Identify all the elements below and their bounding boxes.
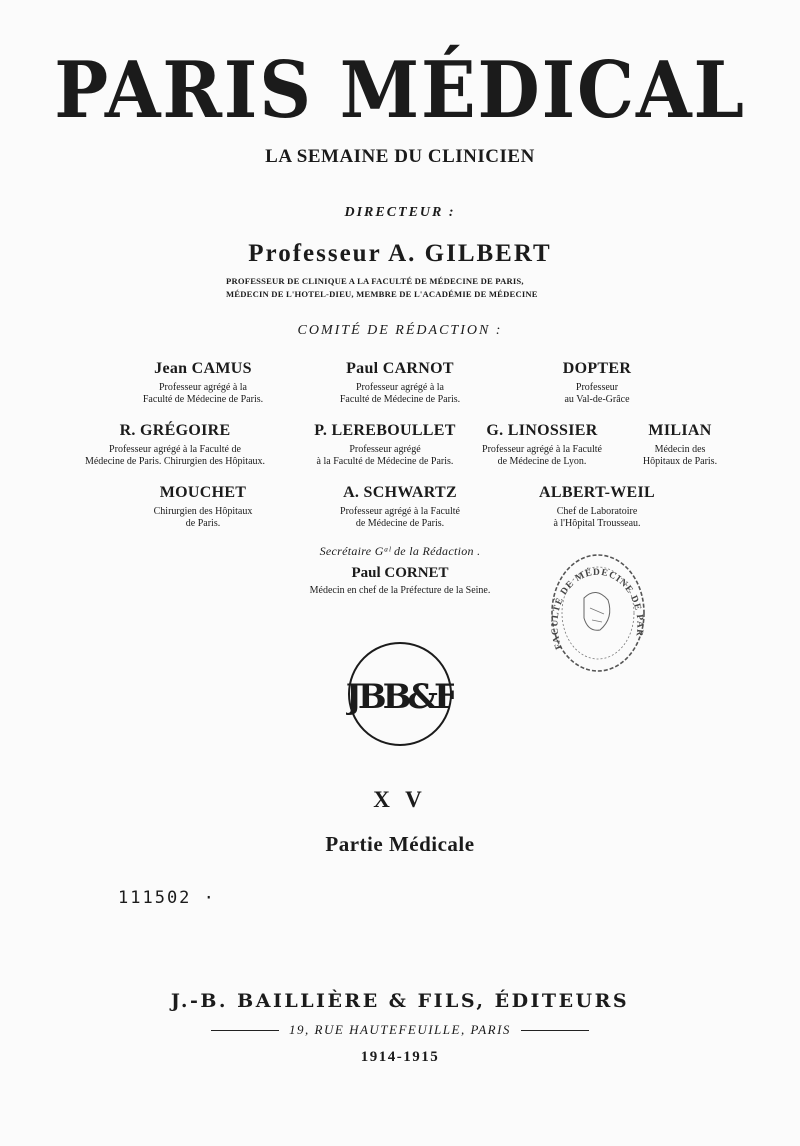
publisher-address: 19, RUE HAUTEFEUILLE, PARIS: [289, 1022, 511, 1037]
divider: [521, 1030, 589, 1031]
member-description: Chef de Laboratoire à l'Hôpital Trousseau.: [553, 506, 641, 529]
inventory-number: 111502 ·: [118, 888, 216, 908]
publication-years: 1914-1915: [360, 1049, 440, 1065]
committee-label: COMITÉ DE RÉDACTION :: [297, 323, 503, 338]
member-description: Professeur au Val-de-Grâce: [564, 382, 630, 405]
member-description: Professeur agrégé à la Faculté de Médecine de Paris.: [142, 382, 264, 405]
secretary-name: Paul CORNET: [351, 565, 449, 581]
committee-member: [482, 484, 712, 529]
journal-subtitle: LA SEMAINE DU CLINICIEN: [265, 146, 535, 167]
member-name: ALBERT-WEIL: [539, 484, 655, 501]
member-name: A. SCHWARTZ: [343, 484, 457, 501]
member-name: DOPTER: [562, 360, 632, 377]
member-name: MILIAN: [648, 422, 712, 439]
member-description: Professeur agrégé à la Faculté de Médecine de Paris.: [340, 506, 460, 529]
director-description: [226, 275, 586, 301]
secretary-description: Médecin en chef de la Préfecture de la Seine.: [309, 585, 491, 596]
committee-member: [462, 422, 622, 467]
committee-member: [620, 422, 740, 467]
publisher-name: J.-B. BAILLIÈRE & FILS, ÉDITEURS: [170, 990, 630, 1012]
member-name: MOUCHET: [159, 484, 247, 501]
member-name: P. LEREBOULLET: [314, 422, 456, 439]
publisher-address-row: [0, 1022, 800, 1038]
divider: [211, 1030, 279, 1031]
director-description-line: MÉDECIN DE L'HOTEL-DIEU, MEMBRE DE L'ACADÉMIE DE MÉDECINE: [226, 289, 538, 299]
monogram-text: JBB&F: [346, 677, 454, 717]
director-description-line: PROFESSEUR DE CLINIQUE A LA FACULTÉ DE MÉDECINE DE PARIS,: [226, 276, 524, 286]
member-description: Médecin des Hôpitaux de Paris.: [642, 444, 718, 467]
committee-member: [285, 484, 515, 529]
director-label: DIRECTEUR :: [344, 205, 456, 220]
member-description: Professeur agrégé à la Faculté de Médecine de Lyon.: [482, 444, 602, 467]
member-description: Professeur agrégé à la Faculté de Médecine de Paris. Chirurgien des Hôpitaux.: [84, 444, 266, 467]
part-title: Partie Médicale: [325, 832, 475, 856]
committee-member: [482, 360, 712, 405]
committee-member: [55, 422, 295, 467]
member-name: Paul CARNOT: [346, 360, 454, 377]
director-name: Professeur A. GILBERT: [248, 240, 552, 267]
member-description: Chirurgien des Hôpitaux de Paris.: [153, 506, 253, 529]
journal-title: PARIS MÉDICAL: [54, 45, 746, 136]
jbbf-monogram-icon: [346, 640, 454, 748]
secretary-label: Secrétaire Gᵃˡ de la Rédaction .: [319, 544, 481, 558]
member-description: Professeur agrégé à la Faculté de Médecine de Paris.: [339, 382, 461, 405]
member-name: R. GRÉGOIRE: [119, 422, 231, 439]
committee-member: [285, 360, 515, 405]
committee-member: [88, 484, 318, 529]
member-name: G. LINOSSIER: [486, 422, 598, 439]
svg-text:FACULTÉ DE MÉDECINE DE PARIS: [544, 548, 644, 651]
library-stamp-icon: [544, 548, 652, 678]
member-description: Professeur agrégé à la Faculté de Médecine de Paris.: [316, 444, 454, 467]
volume-number: X V: [373, 787, 427, 812]
committee-member: [88, 360, 318, 405]
member-name: Jean CAMUS: [154, 360, 252, 377]
stamp-text: FACULTÉ DE MÉDECINE DE PAR: [550, 567, 645, 651]
